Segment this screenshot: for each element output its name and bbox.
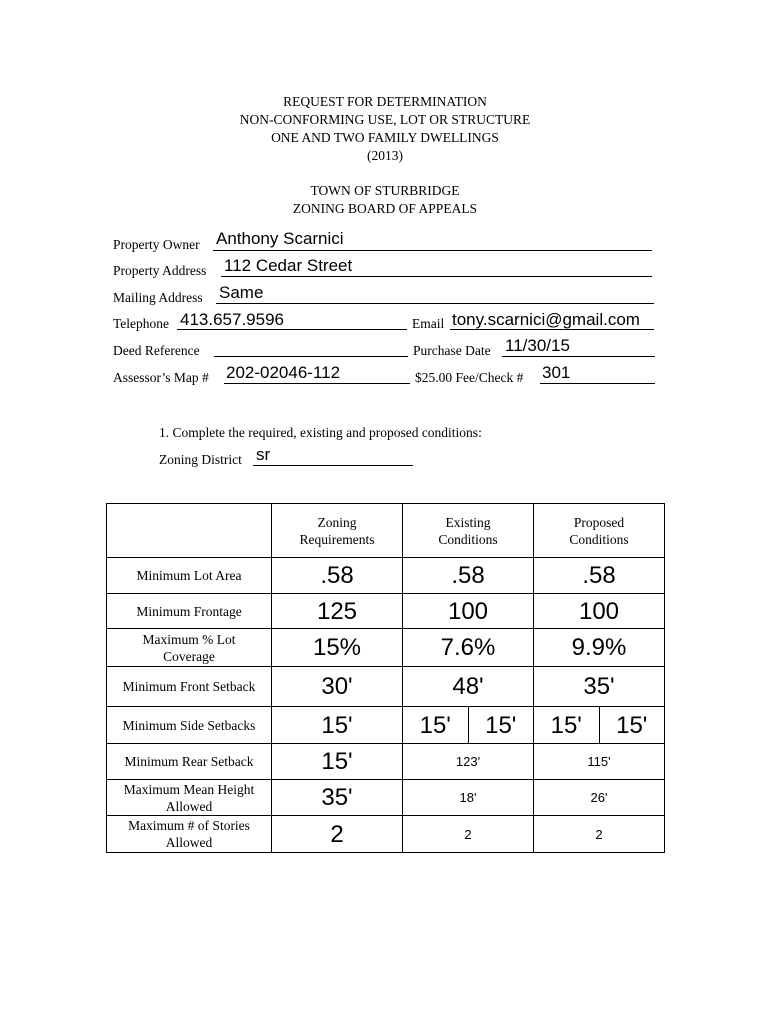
table-row [107, 816, 665, 853]
frontage-existing[interactable]: 100 [403, 594, 534, 629]
zoning-district-field[interactable]: sr [256, 445, 271, 464]
owner-label: Property Owner [113, 237, 200, 252]
email-label: Email [412, 316, 445, 331]
purchase-date-field[interactable]: 11/30/15 [505, 336, 570, 355]
lot-area-existing[interactable]: .58 [403, 558, 534, 594]
town-name: TOWN OF STURBRIDGE [310, 183, 460, 198]
coverage-zoning[interactable]: 15% [272, 629, 403, 667]
frontage-zoning[interactable]: 125 [272, 594, 403, 629]
header-existing-conditions: Existing Conditions [403, 504, 534, 558]
table-row [107, 629, 665, 667]
address-field[interactable]: 112 Cedar Street [224, 256, 353, 275]
fee-label: $25.00 Fee/Check # [415, 370, 524, 385]
owner-field[interactable]: Anthony Scarnici [216, 229, 344, 248]
email-field[interactable]: tony.scarnici@gmail.com [452, 310, 640, 329]
frontage-proposed[interactable]: 100 [534, 594, 665, 629]
table-row [107, 780, 665, 816]
mailing-field[interactable]: Same [219, 283, 264, 302]
purchase-date-line [502, 356, 655, 357]
row-label-mean-height: Maximum Mean Height Allowed [107, 780, 272, 816]
height-zoning[interactable]: 35' [272, 780, 403, 816]
row-label-frontage: Minimum Frontage [107, 594, 272, 629]
form-subtitle: NON-CONFORMING USE, LOT OR STRUCTURE [239, 112, 531, 127]
front-setback-zoning[interactable]: 30' [272, 667, 403, 707]
row-label-lot-area: Minimum Lot Area [107, 558, 272, 594]
form-year: (2013) [367, 148, 403, 163]
row-label-front-setback: Minimum Front Setback [107, 667, 272, 707]
mailing-label: Mailing Address [113, 290, 203, 305]
conditions-table [106, 503, 665, 853]
side-setback-proposed-left[interactable]: 15' [534, 707, 600, 743]
header-blank-cell [107, 504, 272, 558]
mailing-line [216, 303, 654, 304]
instruction-text: 1. Complete the required, existing and proposed conditions: [159, 425, 482, 440]
row-label-stories: Maximum # of Stories Allowed [107, 816, 272, 853]
stories-proposed[interactable]: 2 [534, 816, 665, 853]
header-zoning-requirements: Zoning Requirements [272, 504, 403, 558]
stories-existing[interactable]: 2 [403, 816, 534, 853]
lot-area-proposed[interactable]: .58 [534, 558, 665, 594]
map-field[interactable]: 202-02046-112 [226, 363, 341, 382]
owner-line [213, 250, 652, 251]
height-proposed[interactable]: 26' [534, 780, 665, 816]
side-setback-proposed-right[interactable]: 15' [616, 711, 648, 739]
zoning-district-label: Zoning District [159, 452, 242, 467]
front-setback-proposed[interactable]: 35' [534, 667, 665, 707]
table-row [107, 744, 665, 780]
row-label-rear-setback: Minimum Rear Setback [107, 744, 272, 780]
rear-setback-existing[interactable]: 123' [403, 744, 534, 780]
side-setback-existing-left[interactable]: 15' [403, 707, 469, 743]
stories-zoning[interactable]: 2 [272, 816, 403, 853]
check-number-field[interactable]: 301 [542, 363, 571, 382]
side-setback-proposed [534, 707, 665, 744]
table-header-row [107, 504, 665, 558]
coverage-existing[interactable]: 7.6% [403, 629, 534, 667]
front-setback-existing[interactable]: 48' [403, 667, 534, 707]
side-setback-existing-right[interactable]: 15' [485, 711, 517, 739]
address-label: Property Address [113, 263, 207, 278]
deed-label: Deed Reference [113, 343, 200, 358]
lot-area-zoning[interactable]: .58 [272, 558, 403, 594]
row-label-lot-coverage: Maximum % Lot Coverage [107, 629, 272, 667]
telephone-label: Telephone [113, 316, 170, 331]
table-row [107, 707, 665, 744]
purchase-date-label: Purchase Date [413, 343, 491, 358]
table-row [107, 594, 665, 629]
deed-line [214, 356, 408, 357]
fee-line [540, 383, 655, 384]
zoning-district-line [253, 465, 413, 466]
map-line [224, 383, 410, 384]
row-label-side-setbacks: Minimum Side Setbacks [107, 707, 272, 744]
header-proposed-conditions: Proposed Conditions [534, 504, 665, 558]
coverage-proposed[interactable]: 9.9% [534, 629, 665, 667]
table-row [107, 558, 665, 594]
address-line [221, 276, 652, 277]
form-title: REQUEST FOR DETERMINATION [283, 94, 487, 109]
rear-setback-zoning[interactable]: 15' [272, 744, 403, 780]
side-setback-zoning[interactable]: 15' [272, 707, 403, 744]
height-existing[interactable]: 18' [403, 780, 534, 816]
telephone-field[interactable]: 413.657.9596 [180, 310, 284, 329]
board-name: ZONING BOARD OF APPEALS [292, 201, 478, 216]
form-subtitle-2: ONE AND TWO FAMILY DWELLINGS [271, 130, 499, 145]
rear-setback-proposed[interactable]: 115' [534, 744, 665, 780]
side-setback-existing [403, 707, 534, 744]
map-label: Assessor’s Map # [113, 370, 209, 385]
table-row [107, 667, 665, 707]
